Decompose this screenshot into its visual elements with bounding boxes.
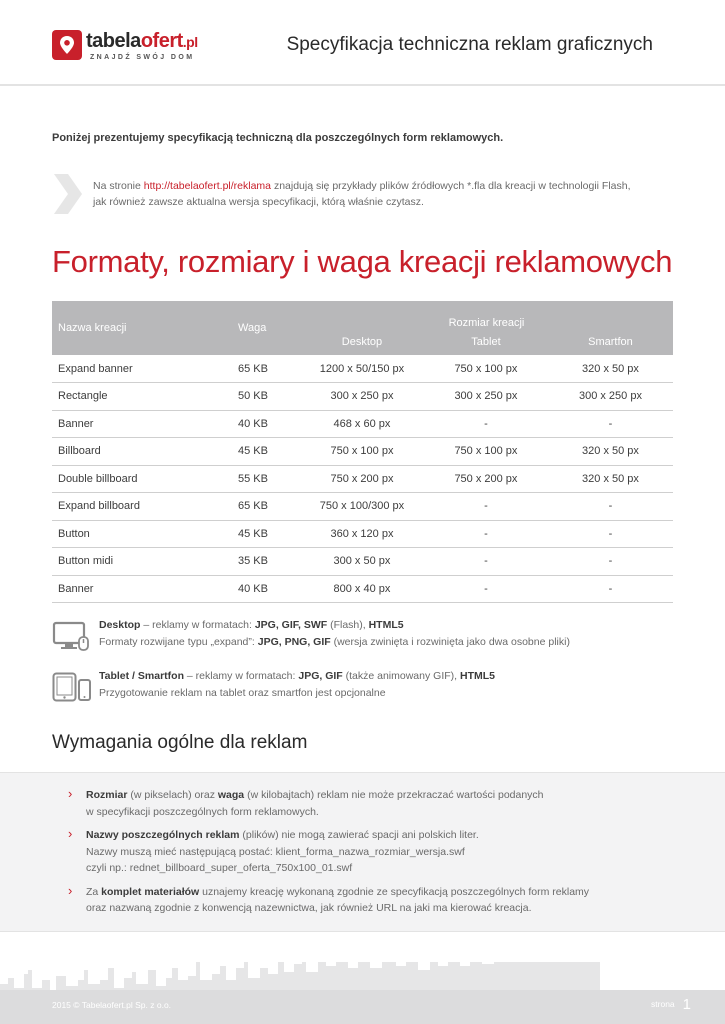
monitor-icon [52, 621, 90, 651]
header-name: Nazwa kreacji [58, 322, 127, 334]
note-line2: jak również zawsze aktualna wersja specyfikacji, którą właśnie czytasz. [93, 196, 424, 208]
tablet-smartphone-icon [52, 672, 92, 702]
logo-tagline: ZNAJDŹ SWÓJ DOM [90, 54, 195, 61]
table-row [52, 548, 673, 576]
legend-desktop-line2-rest: (wersja zwinięta i rozwinięta jako dwa osobne pliki) [330, 636, 570, 648]
req1-line2: w specyfikacji poszczególnych form reklamowych. [86, 805, 319, 818]
cell-name: Rectangle [52, 383, 238, 411]
legend-desktop-flash: (Flash), [327, 619, 369, 631]
legend-desktop-line2-prefix: Formaty rozwijane typu „expand”: [99, 636, 258, 648]
logo[interactable] [52, 30, 212, 66]
cell-desktop: 360 x 120 px [300, 520, 424, 548]
cell-weight: 40 KB [238, 575, 300, 603]
req1-text1: (w pikselach) oraz [127, 789, 218, 801]
req3-line2: oraz nazwaną zgodnie z konwencją nazewnictwa, jak również URL na jaki ma kierować kreacja. [86, 902, 532, 914]
cell-tablet: 300 x 250 px [424, 383, 548, 411]
header-weight: Waga [237, 322, 267, 334]
chevron-right-icon [52, 174, 82, 214]
table-row [52, 465, 673, 493]
cell-desktop: 468 x 60 px [300, 410, 424, 438]
cell-smartphone: - [548, 410, 673, 438]
req3-text1: uznajemy kreację wykonaną zgodnie ze specyfikacją poszczególnych form reklamy [199, 885, 590, 898]
cell-name: Expand banner [52, 355, 238, 383]
page-header [0, 0, 725, 86]
req2-line3: czyli np.: rednet_billboard_super_oferta_750x100_01.swf [86, 862, 353, 874]
cell-smartphone: - [548, 575, 673, 603]
source-files-note [93, 178, 693, 210]
cell-smartphone: 320 x 50 px [548, 355, 673, 383]
logo-tld: .pl [182, 34, 198, 50]
cell-smartphone: - [548, 520, 673, 548]
cell-tablet: - [424, 493, 548, 521]
cell-tablet: - [424, 410, 548, 438]
cell-weight: 50 KB [238, 383, 300, 411]
cell-weight: 55 KB [238, 465, 300, 493]
legend-tablet-anim: (także animowany GIF), [342, 670, 460, 682]
cell-tablet: - [424, 548, 548, 576]
req3-text0: Za [86, 885, 102, 898]
legend-desktop [52, 617, 673, 653]
legend-tablet-line2: Przygotowanie reklam na tablet oraz smartfon jest opcjonalne [99, 687, 386, 699]
table-row [52, 355, 673, 383]
legend-tablet-formats: JPG, GIF [298, 670, 343, 682]
cell-name: Expand billboard [52, 493, 238, 521]
footer-page-label: strona [651, 999, 675, 1009]
req1-bold1: Rozmiar [86, 789, 128, 801]
req3-bold1: komplet materiałów [101, 885, 200, 898]
cell-name: Double billboard [52, 465, 238, 493]
table-header-row [52, 301, 673, 329]
cell-tablet: 750 x 100 px [424, 438, 548, 466]
table-row [52, 493, 673, 521]
requirements-list [68, 787, 668, 924]
reklama-link[interactable]: http://tabelaofert.pl/reklama [143, 180, 272, 192]
list-item [68, 884, 668, 917]
cell-desktop: 300 x 250 px [300, 383, 424, 411]
cell-smartphone: 300 x 250 px [548, 383, 673, 411]
cell-weight: 40 KB [238, 410, 300, 438]
legend-desktop-formats: JPG, GIF, SWF [254, 619, 328, 631]
table-row [52, 383, 673, 411]
list-item [68, 787, 668, 820]
legend-desktop-label: Desktop [99, 619, 141, 631]
page-title: Specyfikacja techniczna reklam graficznych [286, 34, 653, 55]
note-line1: znajdują się przykłady plików źródłowych *.fla dla kreacji w technologii Flash, [271, 180, 631, 192]
legend-desktop-html: HTML5 [368, 619, 404, 631]
cell-tablet: - [424, 520, 548, 548]
specs-table [52, 301, 673, 603]
logo-wordmark [86, 30, 198, 53]
cell-desktop: 750 x 100/300 px [300, 493, 424, 521]
cell-name: Banner [52, 410, 238, 438]
req1-bold2: waga [217, 789, 245, 801]
cell-name: Button midi [52, 548, 238, 576]
footer-page [651, 996, 691, 1013]
legend-desktop-dash: – reklamy w formatach: [140, 619, 255, 631]
cell-desktop: 800 x 40 px [300, 575, 424, 603]
header-smartphone: Smartfon [588, 336, 633, 348]
cell-desktop: 750 x 200 px [300, 465, 424, 493]
req2-line2: Nazwy muszą mieć następującą postać: klient_forma_nazwa_rozmiar_wersja.swf [86, 845, 465, 858]
cell-name: Button [52, 520, 238, 548]
note-prefix: Na stronie [93, 180, 144, 192]
requirements-title: Wymagania ogólne dla reklam [52, 732, 308, 753]
intro-text: Poniżej prezentujemy specyfikacją techniczną dla poszczególnych form reklamowych. [52, 132, 504, 144]
cell-name: Billboard [52, 438, 238, 466]
logo-main: tabela [86, 30, 141, 52]
footer-page-number: 1 [682, 996, 691, 1013]
cell-tablet: 750 x 200 px [424, 465, 548, 493]
header-desktop: Desktop [341, 336, 383, 348]
header-tablet: Tablet [471, 336, 501, 348]
cell-weight: 45 KB [238, 520, 300, 548]
footer-copyright: 2015 © Tabelaofert.pl Sp. z o.o. [52, 1000, 172, 1010]
cell-desktop: 300 x 50 px [300, 548, 424, 576]
logo-accent: ofert [140, 30, 183, 52]
cell-smartphone: 320 x 50 px [548, 465, 673, 493]
cell-weight: 45 KB [238, 438, 300, 466]
table-row [52, 520, 673, 548]
cell-weight: 65 KB [238, 493, 300, 521]
cell-smartphone: - [548, 548, 673, 576]
legend-desktop-line2-formats: JPG, PNG, GIF [257, 636, 331, 648]
cell-weight: 65 KB [238, 355, 300, 383]
cell-desktop: 750 x 100 px [300, 438, 424, 466]
req1-text2: (w kilobajtach) reklam nie może przekraczać wartości podanych [244, 789, 544, 801]
cell-tablet: - [424, 575, 548, 603]
legend-tablet-html: HTML5 [460, 670, 495, 682]
cell-weight: 35 KB [238, 548, 300, 576]
table-row [52, 438, 673, 466]
cell-name: Banner [52, 575, 238, 603]
cell-tablet: 750 x 100 px [424, 355, 548, 383]
header-size-group: Rozmiar kreacji [448, 317, 525, 329]
list-item [68, 827, 668, 877]
section-title-formats: Formaty, rozmiary i waga kreacji reklamowych [52, 244, 673, 279]
legend-tablet [52, 668, 673, 704]
legend-tablet-label: Tablet / Smartfon [99, 670, 184, 682]
table-row [52, 575, 673, 603]
house-pin-icon [52, 30, 82, 60]
cell-smartphone: 320 x 50 px [548, 438, 673, 466]
cell-smartphone: - [548, 493, 673, 521]
cell-desktop: 1200 x 50/150 px [300, 355, 424, 383]
req2-bold1: Nazwy poszczególnych reklam [86, 829, 240, 841]
table-row [52, 410, 673, 438]
legend-tablet-dash: – reklamy w formatach: [183, 670, 299, 682]
req2-text1: (plików) nie mogą zawierać spacji ani polskich liter. [239, 829, 479, 841]
